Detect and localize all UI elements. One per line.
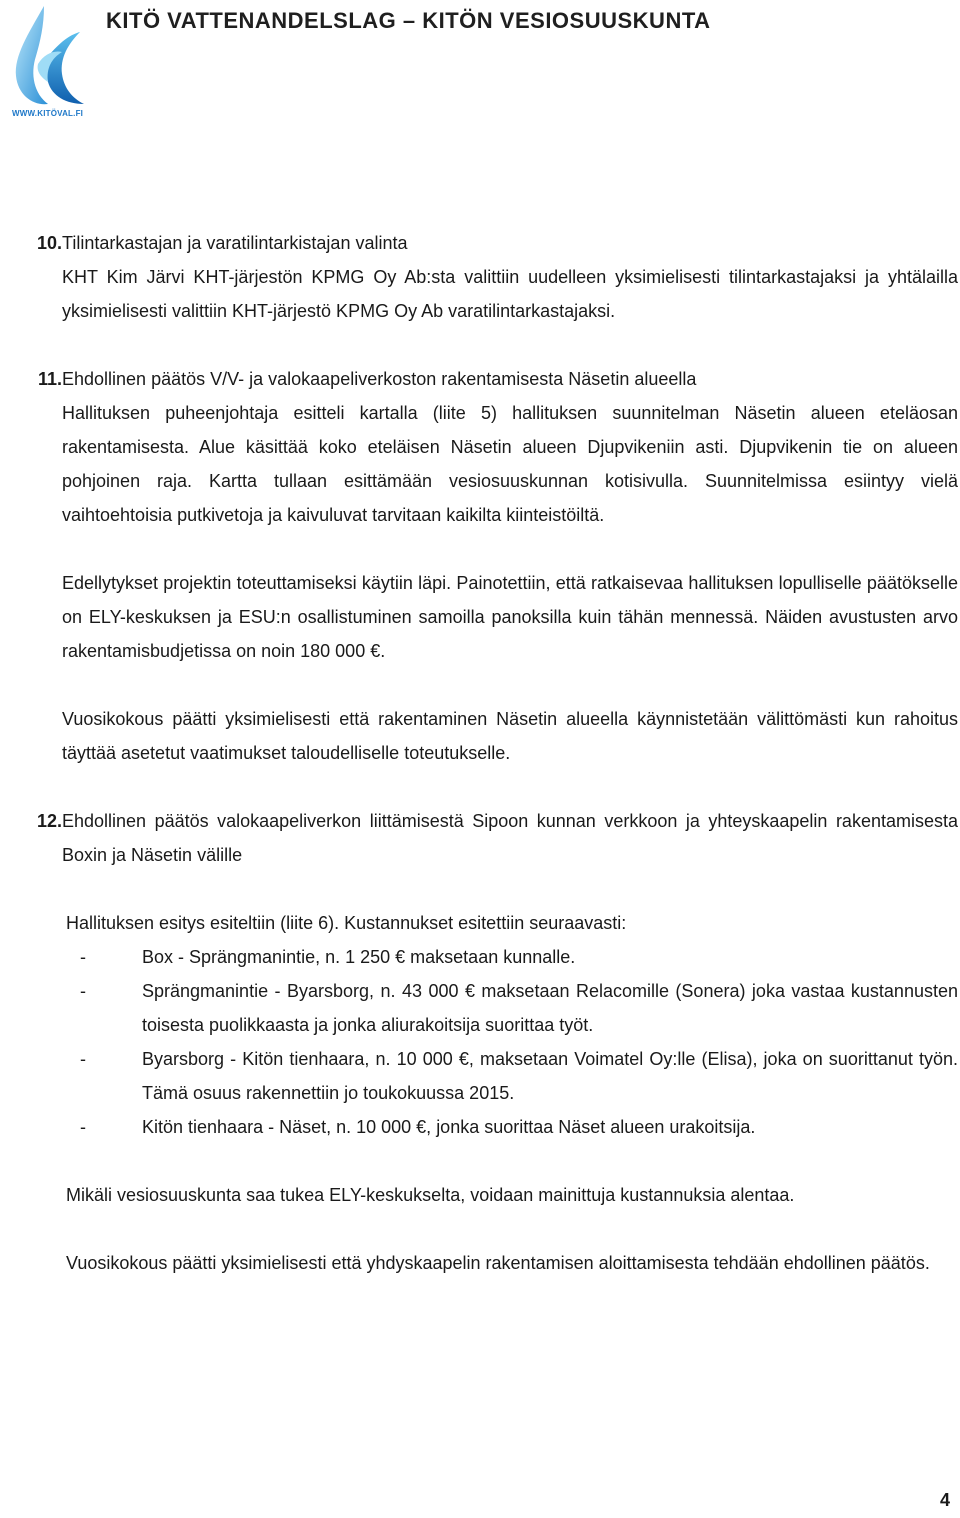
page-number: 4 <box>939 1490 950 1510</box>
list-item <box>66 940 958 974</box>
list-item <box>66 1042 958 1110</box>
section-paragraph: KHT Kim Järvi KHT-järjestön KPMG Oy Ab:sta valittiin uudelleen yksimielisesti tilintarkastajaksi ja yhtälailla yksimielisesti valittiin KHT-järjestö KPMG Oy Ab varatilintarkastajaksi. <box>62 267 958 321</box>
section-paragraph: Vuosikokous päätti yksimielisesti että yhdyskaapelin rakentamisen aloittamisesta tehdään ehdollinen päätös. <box>66 1253 930 1273</box>
section-number: 11. <box>37 369 62 389</box>
section-title: Ehdollinen päätös valokaapeliverkon liittämisestä Sipoon kunnan verkkoon ja yhteyskaapelin rakentamisesta Boxin ja Näsetin välille <box>62 811 958 865</box>
page-header <box>0 0 960 130</box>
logo-website-text: WWW.KITÖVAL.FI <box>12 109 84 118</box>
section-title: Ehdollinen päätös V/V- ja valokaapeliverkoston rakentamisesta Näsetin alueella <box>62 369 697 389</box>
section-title: Tilintarkastajan ja varatilintarkistajan valinta <box>62 233 408 253</box>
section-paragraph: Edellytykset projektin toteuttamiseksi käytiin läpi. Painotettiin, että ratkaisevaa hallituksen lopulliselle päätökselle on ELY-keskuksen ja ESU:n osallistuminen samoilla panoksilla kuin tähän mennessä. Näiden avustusten arvo rakentamisbudjetissa on noin 180 000 €. <box>62 573 958 661</box>
list-item-text: Kitön tienhaara - Näset, n. 10 000 €, jonka suorittaa Näset alueen urakoitsija. <box>142 1117 756 1137</box>
list-dash: - <box>80 947 86 967</box>
section-paragraph: Vuosikokous päätti yksimielisesti että rakentaminen Näsetin alueella käynnistetään välittömästi kun rahoitus täyttää asetetut vaatimukset taloudelliselle toteutukselle. <box>62 709 958 763</box>
list-item <box>66 1110 958 1144</box>
document-body <box>24 226 958 1280</box>
list-dash: - <box>80 981 86 1001</box>
list-item <box>66 974 958 1042</box>
section-11 <box>24 362 958 532</box>
section-number: 10. <box>36 233 62 253</box>
cost-list <box>66 940 958 1144</box>
section-number: 12. <box>36 811 62 831</box>
water-drop-logo-icon <box>10 4 90 108</box>
section-paragraph: Mikäli vesiosuuskunta saa tukea ELY-keskukselta, voidaan mainittuja kustannuksia alentaa. <box>66 1185 795 1205</box>
section-paragraph: Hallituksen esitys esiteltiin (liite 6). Kustannukset esitettiin seuraavasti: <box>66 913 627 933</box>
section-12 <box>24 804 958 872</box>
list-dash: - <box>80 1117 86 1137</box>
section-paragraph: Hallituksen puheenjohtaja esitteli kartalla (liite 5) hallituksen suunnitelman Näsetin alueen eteläosan rakentamisesta. Alue käsittää koko eteläisen Näsetin alueen Djupvikeniin asti. Djupvikenin tie on alueen pohjoinen raja. Kartta tullaan esittämään vesiosuuskunnan kotisivulla. Suunnitelmissa esiintyy vielä vaihtoehtoisia putkivetoja ja kaivuluvat tarvitaan kaikilta kiinteistöiltä. <box>62 403 958 525</box>
list-item-text: Sprängmanintie - Byarsborg, n. 43 000 € maksetaan Relacomille (Sonera) joka vastaa kustannusten toisesta puolikkaasta ja jonka aliurakoitsija suorittaa työt. <box>142 981 958 1035</box>
list-item-text: Byarsborg - Kitön tienhaara, n. 10 000 €, maksetaan Voimatel Oy:lle (Elisa), joka on suorittanut työn. Tämä osuus rakennettiin jo toukokuussa 2015. <box>142 1049 958 1103</box>
list-dash: - <box>80 1049 86 1069</box>
organization-title: KITÖ VATTENANDELSLAG – KITÖN VESIOSUUSKUNTA <box>106 8 711 33</box>
section-10 <box>24 226 958 328</box>
list-item-text: Box - Sprängmanintie, n. 1 250 € maksetaan kunnalle. <box>142 947 576 967</box>
kitoval-logo <box>10 4 90 120</box>
